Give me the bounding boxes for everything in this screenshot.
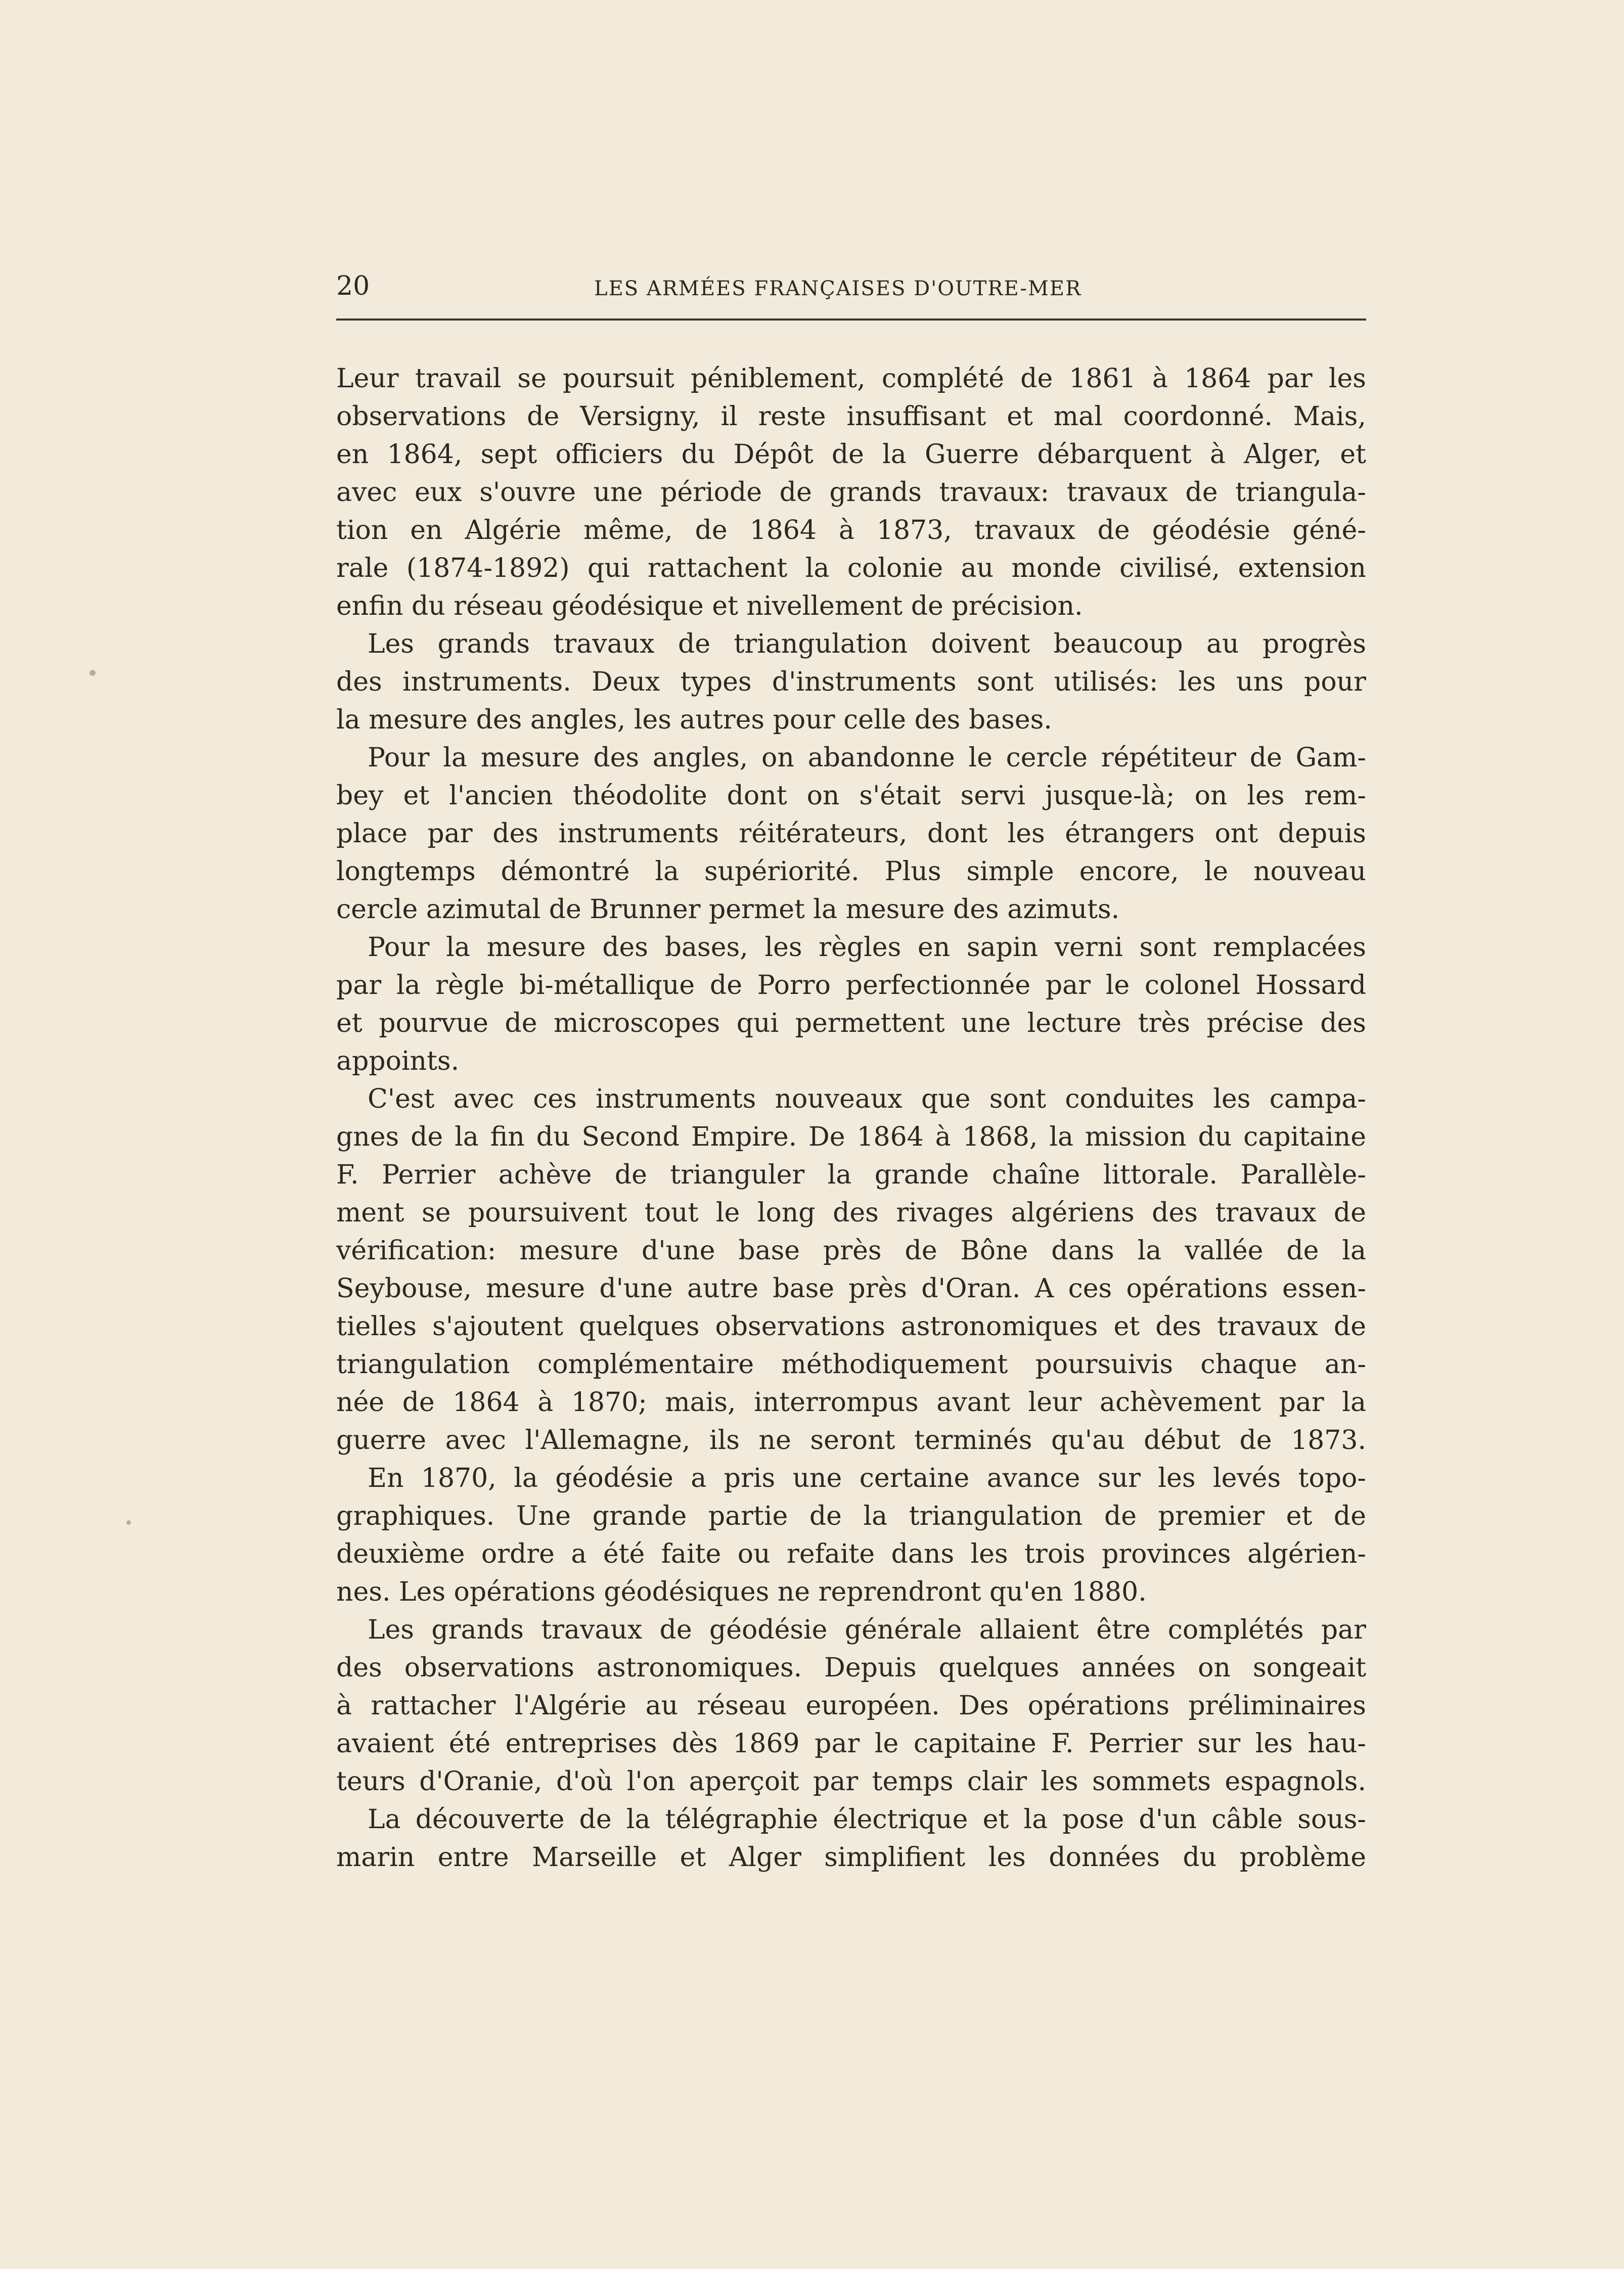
text-line: C'est avec ces instruments nouveaux que sont conduites les campa- xyxy=(368,1084,1366,1114)
text-line: tielles s'ajoutent quelques observations astronomiques et des travaux de xyxy=(336,1311,1366,1342)
page-number: 20 xyxy=(336,271,370,301)
text-line: marin entre Marseille et Alger simplifient les données du problème xyxy=(336,1842,1366,1873)
text-line: et pourvue de microscopes qui permettent une lecture très précise des xyxy=(336,1008,1366,1038)
text-line: enfin du réseau géodésique et nivellement de précision. xyxy=(336,591,1083,621)
text-line: née de 1864 à 1870; mais, interrompus avant leur achèvement par la xyxy=(336,1387,1366,1418)
text-line: deuxième ordre a été faite ou refaite dans les trois provinces algérien- xyxy=(336,1539,1366,1569)
text-line: Seybouse, mesure d'une autre base près d'Oran. A ces opérations essen- xyxy=(336,1274,1366,1304)
text-line: Les grands travaux de géodésie générale allaient être complétés par xyxy=(368,1615,1366,1645)
running-title: LES ARMÉES FRANÇAISES D'OUTRE-MER xyxy=(594,277,1082,300)
text-line: ment se poursuivent tout le long des rivages algériens des travaux de xyxy=(336,1198,1366,1228)
text-line: vérification: mesure d'une base près de Bône dans la vallée de la xyxy=(336,1236,1366,1266)
text-line: triangulation complémentaire méthodiquement poursuivis chaque an- xyxy=(336,1349,1366,1380)
text-line: Les grands travaux de triangulation doivent beaucoup au progrès xyxy=(368,629,1366,659)
running-header xyxy=(336,268,1366,303)
text-line: des instruments. Deux types d'instruments sont utilisés: les uns pour xyxy=(336,667,1366,697)
text-line: nes. Les opérations géodésiques ne reprendront qu'en 1880. xyxy=(336,1577,1147,1607)
text-line: La découverte de la télégraphie électrique et la pose d'un câble sous- xyxy=(368,1804,1366,1835)
scan-speck xyxy=(126,1520,131,1525)
text-line: bey et l'ancien théodolite dont on s'était servi jusque-là; on les rem- xyxy=(336,781,1366,811)
text-line: Pour la mesure des angles, on abandonne le cercle répétiteur de Gam- xyxy=(368,743,1366,773)
text-line: en 1864, sept officiers du Dépôt de la Guerre débarquent à Alger, et xyxy=(336,439,1366,470)
text-line: F. Perrier achève de trianguler la grande chaîne littorale. Parallèle- xyxy=(336,1160,1366,1190)
text-line: appoints. xyxy=(336,1046,460,1076)
text-line: avec eux s'ouvre une période de grands travaux: travaux de triangula- xyxy=(336,477,1366,508)
text-line: tion en Algérie même, de 1864 à 1873, travaux de géodésie géné- xyxy=(336,515,1366,546)
text-line: gnes de la fin du Second Empire. De 1864 à 1868, la mission du capitaine xyxy=(336,1122,1366,1152)
text-line: graphiques. Une grande partie de la triangulation de premier et de xyxy=(336,1501,1366,1531)
header-rule xyxy=(336,319,1366,321)
text-line: Pour la mesure des bases, les règles en sapin verni sont remplacées xyxy=(368,932,1366,963)
text-line: Leur travail se poursuit péniblement, complété de 1861 à 1864 par les xyxy=(336,364,1366,394)
text-line: des observations astronomiques. Depuis quelques années on songeait xyxy=(336,1653,1366,1683)
text-line: place par des instruments réitérateurs, dont les étrangers ont depuis xyxy=(336,819,1366,849)
text-line: cercle azimutal de Brunner permet la mesure des azimuts. xyxy=(336,894,1120,925)
text-line: par la règle bi-métallique de Porro perfectionnée par le colonel Hossard xyxy=(336,970,1366,1001)
text-line: la mesure des angles, les autres pour celle des bases. xyxy=(336,705,1052,735)
text-line: longtemps démontré la supériorité. Plus simple encore, le nouveau xyxy=(336,856,1366,887)
text-line: guerre avec l'Allemagne, ils ne seront terminés qu'au début de 1873. xyxy=(336,1425,1366,1456)
text-line: rale (1874-1892) qui rattachent la colonie au monde civilisé, extension xyxy=(336,553,1366,583)
text-line: observations de Versigny, il reste insuffisant et mal coordonné. Mais, xyxy=(336,401,1366,432)
text-line: à rattacher l'Algérie au réseau européen. Des opérations préliminaires xyxy=(336,1691,1366,1721)
scan-speck xyxy=(89,670,96,676)
text-line: avaient été entreprises dès 1869 par le capitaine F. Perrier sur les hau- xyxy=(336,1729,1366,1759)
text-line: En 1870, la géodésie a pris une certaine avance sur les levés topo- xyxy=(368,1463,1366,1493)
body-text xyxy=(336,360,1366,1877)
text-line: teurs d'Oranie, d'où l'on aperçoit par temps clair les sommets espagnols. xyxy=(336,1766,1366,1797)
